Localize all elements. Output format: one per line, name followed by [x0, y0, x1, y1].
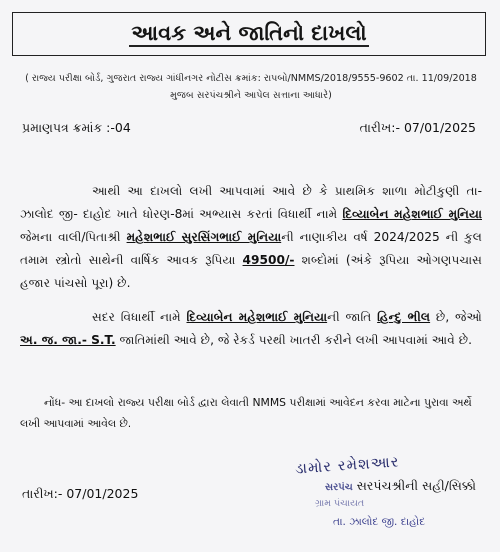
p1-text-3: ની નાણાકીય વર્ષ 2024/2025 ની કુલ તમામ સ્ત્રોતો સાથેની વાર્ષિક આવક રૂપિયા	[20, 230, 482, 267]
bottom-date: તારીખ:- 07/01/2025	[22, 486, 139, 501]
p2-text-2: ની જાતિ	[327, 310, 378, 324]
signature-block	[275, 452, 495, 547]
p2-text-1: સદર વિધાર્થી નામે	[92, 310, 187, 324]
income-paragraph	[20, 180, 482, 295]
certificate-number: પ્રમાણપત્ર ક્રમાંક :-04	[22, 120, 131, 135]
signature-label: સરપંચશ્રીની સહી/સિક્કો	[356, 478, 476, 493]
income-amount: 49500/-	[242, 253, 295, 267]
p1-text-1: આથી આ દાખલો લખી આપવામાં આવે છે કે પ્રાથમિક શાળા મોટીકુણી તા- ઝાલોદ જી- દાહોદ ખાતે ધોરણ-8માં અભ્યાસ કરતાં વિધાર્થી નામે	[20, 184, 482, 221]
stamp-panchayat: ગ્રામ પંચાયત	[315, 498, 365, 509]
title-box	[12, 12, 486, 56]
p2-text-4: જાતિમાંથી આવે છે, જે રેકર્ડ પરથી ખાતરી કરીને લખી આપવામાં આવે છે.	[115, 333, 473, 347]
student-name: દિવ્યાબેન મહેશભાઈ મુનિયા	[342, 207, 482, 221]
stamp-role: સરપંચ	[325, 482, 353, 493]
parent-name: મહેશભાઈ સુરસિંગભાઈ મુનિયા	[126, 230, 282, 244]
signature-scribble: ડામોર રમેશઆર	[294, 452, 401, 478]
signature-label-line	[325, 478, 476, 494]
caste-value: હિન્દુ ભીલ	[377, 310, 431, 324]
p1-text-2: જેમના વાલી/પિતાશ્રી	[20, 230, 127, 244]
caste-paragraph	[20, 306, 482, 352]
note-text: નોંધ- આ દાખલો રાજ્ય પરીક્ષા બોર્ડ દ્વારા લેવાતી NMMS પરીક્ષામાં આવેદન કરવા માટેના પુરાવા અર્થે લખી આપવામાં આવેલ છે.	[20, 396, 472, 430]
issue-date: તારીખ:- 07/01/2025	[359, 120, 476, 135]
category-value: અ. જ. જા.- S.T.	[20, 333, 116, 347]
stamp-place: તા. ઝાલોદ જી. દાહોદ	[333, 516, 426, 528]
page-title: આવક અને જાતિનો દાખલો	[131, 21, 367, 45]
p1-text-4: શબ્દોમાં (અંકે રૂપિયા ઓગણપચાસ હજાર પાંચસો પૂરા) છે.	[20, 253, 482, 290]
p2-text-3: છે, જેઓ	[430, 310, 483, 324]
authority-note: ( રાજ્ય પરીક્ષા બોર્ડ, ગુજરાત રાજ્ય ગાંધીનગર નોટીસ ક્રમાંક: રાપબો/NMMS/2018/9555-9602 તા. 11/09/2018 મુજબ સરપંચશ્રીને આપેલ સત્તાના આધારે)	[25, 73, 477, 101]
student-name-2: દિવ્યાબેન મહેશભાઈ મુનિયા	[186, 310, 328, 324]
